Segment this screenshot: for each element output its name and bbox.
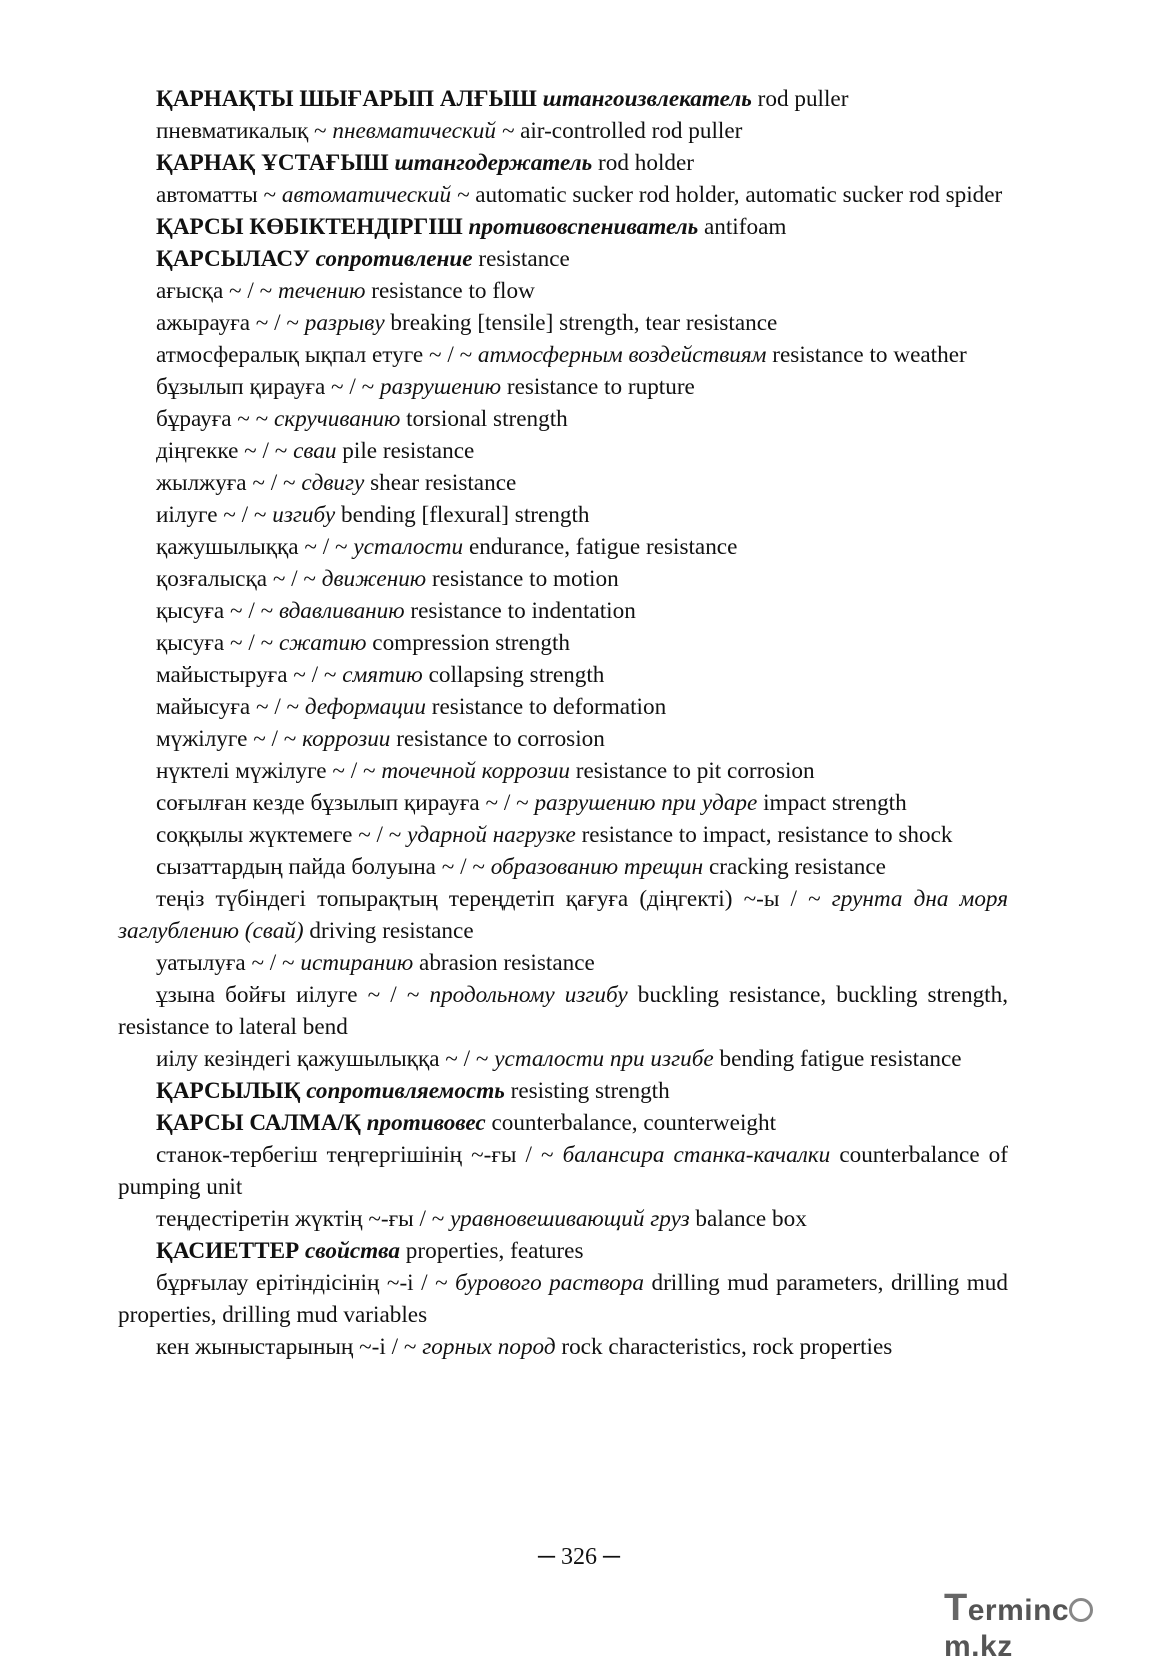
subentry <box>118 1043 1008 1075</box>
subentry <box>118 339 1008 371</box>
term-english: breaking [tensile] strength, tear resistance <box>390 310 778 336</box>
term-kazakh: уатылуға ~ / ~ <box>156 950 295 976</box>
subentry <box>118 435 1008 467</box>
headword-russian: противовес <box>366 1110 486 1136</box>
term-kazakh: нүктелі мүжілуге ~ / ~ <box>156 758 376 784</box>
term-english: balance box <box>695 1206 807 1232</box>
term-english: resistance to rupture <box>506 374 695 400</box>
term-russian: усталости <box>353 534 464 560</box>
term-kazakh: кен жыныстарының ~-і / ~ <box>156 1334 417 1360</box>
term-russian: вдавливанию <box>278 598 405 624</box>
subentry <box>118 723 1008 755</box>
term-english: collapsing strength <box>428 662 605 688</box>
subentry <box>118 947 1008 979</box>
term-russian: сдвигу <box>301 470 365 496</box>
term-english: counterbalance of pumping unit <box>118 1142 1008 1200</box>
term-russian: скручиванию <box>273 406 401 432</box>
term-russian: изгибу <box>272 502 336 528</box>
term-english: shear resistance <box>370 470 517 496</box>
term-russian: горных пород <box>422 1334 556 1360</box>
term-kazakh: бұрғылау ерітіндісінің ~-і / ~ <box>156 1270 448 1296</box>
subentry <box>118 115 1008 147</box>
term-english: resistance to corrosion <box>396 726 605 752</box>
term-kazakh: станок-тербегіш теңгергішінің ~-ғы / ~ <box>156 1142 554 1168</box>
headword-kazakh: ҚАРСЫ КӨБІКТЕНДІРГІШ <box>156 214 463 240</box>
term-english: antifoam <box>703 214 787 240</box>
subentry <box>118 467 1008 499</box>
term-russian: истиранию <box>300 950 414 976</box>
subentry <box>118 371 1008 403</box>
term-russian: балансира станка-качалки <box>562 1142 831 1168</box>
term-russian: движению <box>321 566 427 592</box>
term-kazakh: теңіз түбіндегі топырақтың тереңдетіп қағуға (діңгекті) ~-ы / ~ <box>156 886 821 912</box>
headword-russian: сопротивляемость <box>306 1078 505 1104</box>
term-kazakh: атмосфералық ықпал етуге ~ / ~ <box>156 342 473 368</box>
term-english: bending [flexural] strength <box>340 502 590 528</box>
logo-o-icon <box>1069 1598 1093 1622</box>
term-english: cracking resistance <box>708 854 886 880</box>
term-russian: разрушению при ударе <box>534 790 758 816</box>
term-russian: коррозии <box>302 726 391 752</box>
term-english: drilling mud parameters, drilling mud properties, drilling mud variables <box>118 1270 1008 1328</box>
headword-russian: штангодержатель <box>394 150 593 176</box>
subentry <box>118 1139 1008 1203</box>
term-english: pile resistance <box>342 438 475 464</box>
term-russian: бурового раствора <box>455 1270 644 1296</box>
subentry <box>118 819 1008 851</box>
page-number: ─ 326 ─ <box>537 1544 620 1570</box>
headword-entry <box>118 243 1008 275</box>
term-russian: точечной коррозии <box>381 758 570 784</box>
subentry <box>118 563 1008 595</box>
term-english: properties, features <box>405 1238 584 1264</box>
term-russian: течению <box>277 278 366 304</box>
term-english: resistance to pit corrosion <box>575 758 815 784</box>
headword-entry <box>118 147 1008 179</box>
term-english: automatic sucker rod holder, automatic sucker rod spider <box>475 182 1003 208</box>
headword-entry <box>118 1075 1008 1107</box>
subentry <box>118 1331 1008 1363</box>
term-english: resistance to indentation <box>410 598 636 624</box>
headword-entry <box>118 1107 1008 1139</box>
term-english: resistance <box>478 246 570 272</box>
term-kazakh: мүжілуге ~ / ~ <box>156 726 297 752</box>
term-russian: уравновешивающий груз <box>450 1206 690 1232</box>
term-english: abrasion resistance <box>419 950 595 976</box>
term-english: torsional strength <box>406 406 568 432</box>
term-russian: ударной нагрузке <box>407 822 576 848</box>
subentry <box>118 979 1008 1043</box>
term-english: driving resistance <box>309 918 474 944</box>
headword-russian: свойства <box>305 1238 400 1264</box>
subentry <box>118 1267 1008 1331</box>
subentry <box>118 755 1008 787</box>
term-kazakh: бұзылып қирауға ~ / ~ <box>156 374 375 400</box>
subentry <box>118 307 1008 339</box>
term-kazakh: қозғалысқа ~ / ~ <box>156 566 316 592</box>
term-kazakh: жылжуға ~ / ~ <box>156 470 296 496</box>
term-english: endurance, fatigue resistance <box>468 534 738 560</box>
term-kazakh: иілу кезіндегі қажушылыққа ~ / ~ <box>156 1046 489 1072</box>
term-russian: сваи <box>293 438 337 464</box>
term-kazakh: қысуға ~ / ~ <box>156 630 274 656</box>
headword-kazakh: ҚАРНАҚТЫ ШЫҒАРЫП АЛҒЫШ <box>156 86 537 112</box>
subentry <box>118 691 1008 723</box>
term-kazakh: майыстыруға ~ / ~ <box>156 662 337 688</box>
term-kazakh: теңдестіретін жүктің ~-ғы / ~ <box>156 1206 445 1232</box>
term-kazakh: діңгекке ~ / ~ <box>156 438 288 464</box>
term-kazakh: иілуге ~ / ~ <box>156 502 267 528</box>
term-english: resisting strength <box>510 1078 670 1104</box>
subentry <box>118 883 1008 947</box>
term-english: buckling resistance, buckling strength, resistance to lateral bend <box>118 982 1009 1040</box>
headword-kazakh: ҚАРСЫЛЫҚ <box>156 1078 301 1104</box>
term-kazakh: сызаттардың пайда болуына ~ / ~ <box>156 854 485 880</box>
term-kazakh: соққылы жүктемеге ~ / ~ <box>156 822 402 848</box>
subentry <box>118 531 1008 563</box>
logo-letter-t: T <box>944 1587 968 1629</box>
term-english: rod holder <box>598 150 694 176</box>
term-english: resistance to weather <box>772 342 967 368</box>
term-kazakh: бұрауға ~ ~ <box>156 406 269 432</box>
term-russian: сжатию <box>278 630 367 656</box>
subentry <box>118 851 1008 883</box>
termincom-logo[interactable] <box>944 1587 1149 1663</box>
headword-entry <box>118 211 1008 243</box>
dictionary-page <box>118 83 1008 1363</box>
term-kazakh: пневматикалық ~ <box>156 118 327 144</box>
term-russian: автоматический ~ <box>281 182 470 208</box>
logo-text-mid: erminc <box>967 1594 1070 1627</box>
subentry <box>118 275 1008 307</box>
term-russian: разрушению <box>379 374 502 400</box>
subentry <box>118 1203 1008 1235</box>
term-english: resistance to motion <box>431 566 619 592</box>
term-english: resistance to impact, resistance to shock <box>581 822 953 848</box>
term-kazakh: ажырауға ~ / ~ <box>156 310 299 336</box>
subentry <box>118 627 1008 659</box>
term-english: resistance to deformation <box>431 694 667 720</box>
headword-russian: штангоизвлекатель <box>542 86 752 112</box>
term-english: bending fatigue resistance <box>719 1046 962 1072</box>
headword-russian: сопротивление <box>315 246 473 272</box>
logo-text-end: m.kz <box>944 1630 1013 1663</box>
term-russian: грунта дна моря заглублению (свай) <box>118 886 1008 944</box>
term-kazakh: соғылған кезде бұзылып қирауға ~ / ~ <box>156 790 529 816</box>
subentry <box>118 499 1008 531</box>
headword-kazakh: ҚАСИЕТТЕР <box>156 1238 300 1264</box>
term-russian: пневматический ~ <box>332 118 515 144</box>
term-russian: продольному изгибу <box>429 982 628 1008</box>
headword-kazakh: ҚАРСЫ САЛМА/Қ <box>156 1110 361 1136</box>
term-russian: усталости при изгибе <box>494 1046 714 1072</box>
headword-russian: противовспениватель <box>468 214 699 240</box>
subentry <box>118 403 1008 435</box>
term-english: air-controlled rod puller <box>520 118 743 144</box>
term-kazakh: ағысқа ~ / ~ <box>156 278 273 304</box>
term-english: compression strength <box>372 630 570 656</box>
term-english: resistance to flow <box>371 278 535 304</box>
term-english: impact strength <box>763 790 907 816</box>
term-kazakh: ұзына бойғы иілуге ~ / ~ <box>156 982 420 1008</box>
headword-entry <box>118 1235 1008 1267</box>
headword-entry <box>118 83 1008 115</box>
subentry <box>118 179 1008 211</box>
term-russian: атмосферным воздействиям <box>477 342 767 368</box>
term-kazakh: қысуға ~ / ~ <box>156 598 274 624</box>
term-english: counterbalance, counterweight <box>491 1110 777 1136</box>
subentry <box>118 659 1008 691</box>
term-english: rock characteristics, rock properties <box>561 1334 893 1360</box>
headword-kazakh: ҚАРНАҚ ҰСТАҒЫШ <box>156 150 389 176</box>
term-english: rod puller <box>757 86 849 112</box>
subentry <box>118 595 1008 627</box>
term-kazakh: майысуға ~ / ~ <box>156 694 300 720</box>
term-russian: образованию трещин <box>490 854 704 880</box>
headword-kazakh: ҚАРСЫЛАСУ <box>156 246 310 272</box>
term-russian: смятию <box>342 662 423 688</box>
subentry <box>118 787 1008 819</box>
term-russian: деформации <box>304 694 426 720</box>
term-kazakh: автоматты ~ <box>156 182 277 208</box>
term-russian: разрыву <box>304 310 385 336</box>
term-kazakh: қажушылыққа ~ / ~ <box>156 534 348 560</box>
